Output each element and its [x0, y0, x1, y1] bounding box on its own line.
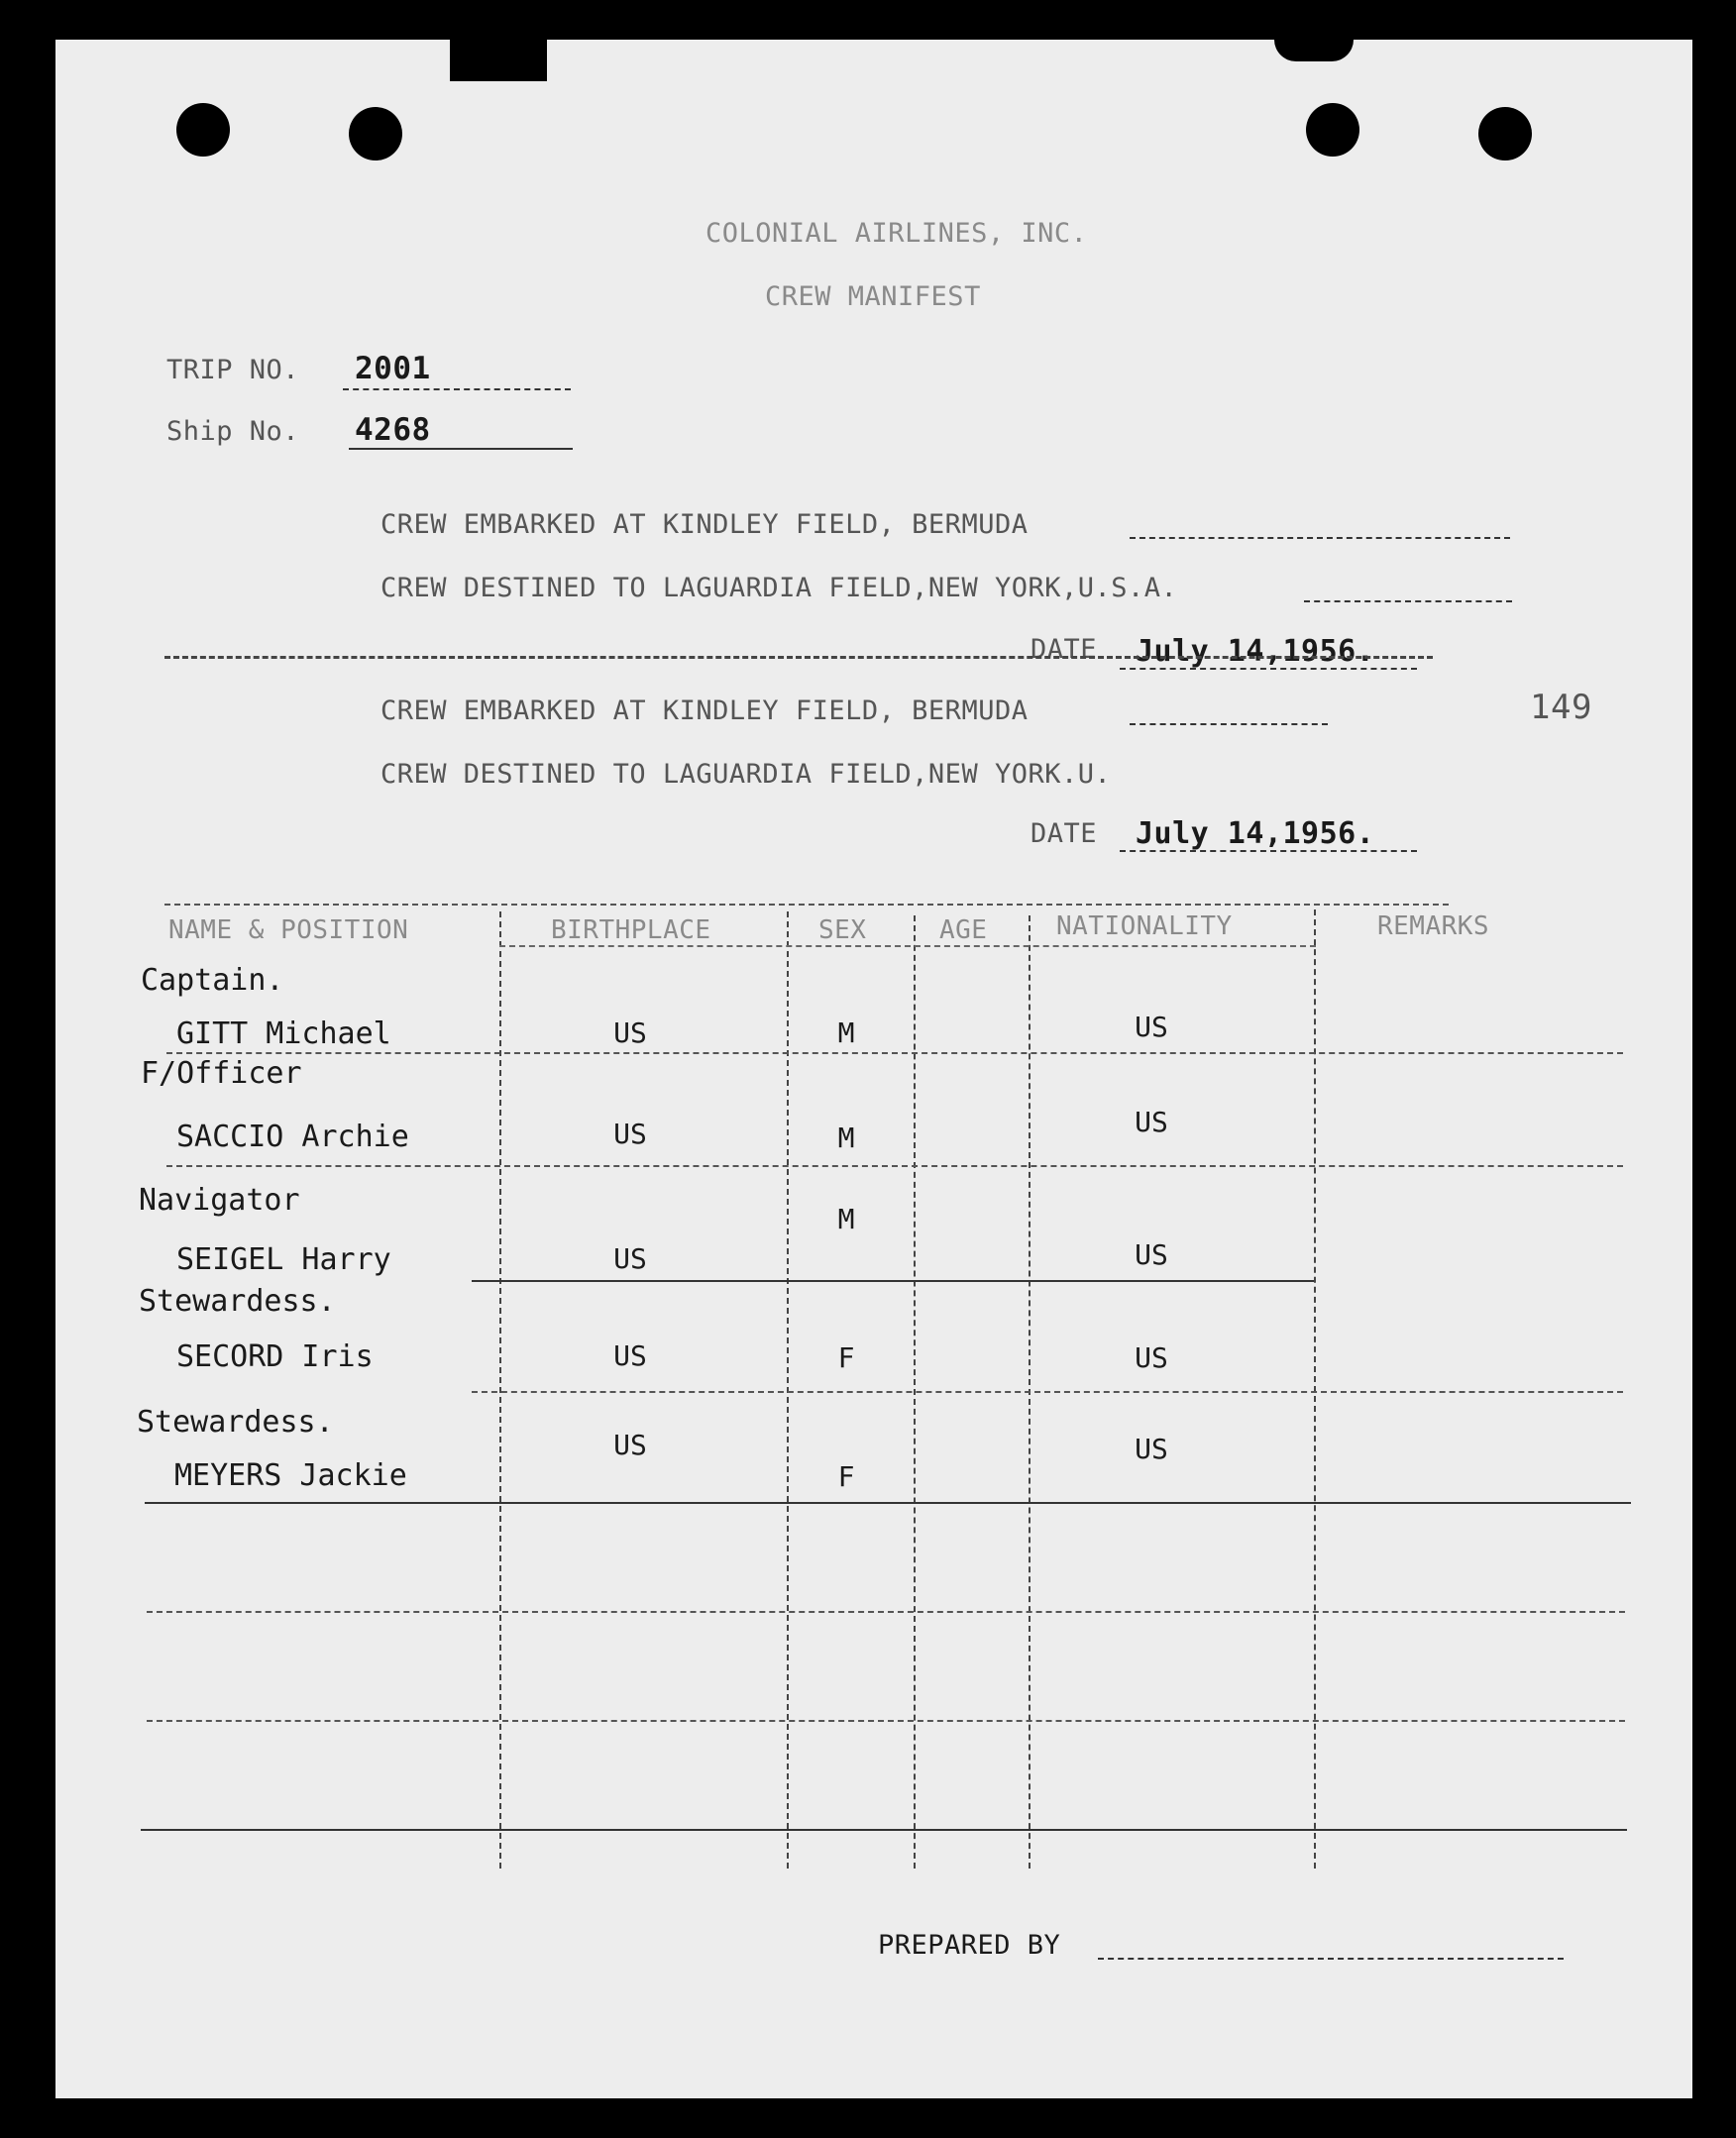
punch-hole — [1306, 103, 1359, 157]
embarked-underline-2 — [1130, 723, 1328, 725]
binder-tab-right — [1274, 40, 1354, 61]
punch-hole — [1478, 107, 1532, 160]
destined-line-2: CREW DESTINED TO LAGUARDIA FIELD,NEW YORK.U. — [380, 759, 1112, 790]
embarked-line-1: CREW EMBARKED AT KINDLEY FIELD, BERMUDA — [380, 509, 1029, 540]
date-label-2: DATE — [1031, 818, 1098, 849]
crew-birthplace: US — [613, 1339, 647, 1372]
embarked-underline-1 — [1130, 537, 1510, 539]
crew-birthplace: US — [613, 1242, 647, 1275]
date-value-1: July 14,1956. — [1136, 634, 1375, 669]
crew-birthplace: US — [613, 1118, 647, 1150]
col-header-name: NAME & POSITION — [168, 915, 409, 945]
table-bottom-rule — [141, 1829, 1627, 1831]
crew-nationality: US — [1135, 1341, 1168, 1374]
row-rule — [145, 1502, 1631, 1504]
crew-position: Navigator — [139, 1183, 300, 1218]
crew-position: Stewardess. — [139, 1284, 336, 1319]
col-rule — [499, 911, 501, 1869]
prepared-by-label: PREPARED BY — [878, 1930, 1061, 1961]
header-bottom-rule — [499, 945, 1316, 947]
crew-sex: M — [837, 1122, 855, 1154]
ship-underline — [349, 448, 573, 450]
crew-name: GITT Michael — [176, 1016, 391, 1051]
row-rule — [166, 1052, 1623, 1054]
date-label-1: DATE — [1031, 634, 1098, 665]
trip-number: 2001 — [355, 351, 431, 386]
crew-sex: F — [837, 1460, 855, 1493]
col-header-remarks: REMARKS — [1377, 911, 1490, 941]
crew-position: Captain. — [141, 963, 284, 998]
col-rule — [787, 911, 789, 1869]
date-underline-1 — [1120, 668, 1417, 670]
destined-underline-1 — [1304, 600, 1512, 602]
crew-position: Stewardess. — [137, 1405, 334, 1440]
trip-label: TRIP NO. — [166, 355, 300, 385]
row-rule — [166, 1165, 1623, 1167]
crew-sex: F — [837, 1341, 855, 1374]
col-header-birthplace: BIRTHPLACE — [551, 915, 711, 945]
prepared-by-signature-line — [1098, 1958, 1564, 1960]
document-title: CREW MANIFEST — [765, 281, 981, 312]
col-header-sex: SEX — [818, 915, 867, 945]
row-rule — [472, 1280, 1314, 1282]
embarked-line-2: CREW EMBARKED AT KINDLEY FIELD, BERMUDA — [380, 695, 1029, 726]
crew-name: SEIGEL Harry — [176, 1242, 391, 1277]
row-rule — [147, 1611, 1625, 1613]
crew-position: F/Officer — [141, 1056, 302, 1091]
company-name: COLONIAL AIRLINES, INC. — [705, 218, 1088, 249]
crew-nationality: US — [1135, 1011, 1168, 1043]
ship-label: Ship No. — [166, 416, 300, 447]
crew-sex: M — [837, 1203, 855, 1235]
crew-name: SACCIO Archie — [176, 1120, 409, 1154]
manifest-page — [55, 40, 1692, 2098]
crew-nationality: US — [1135, 1433, 1168, 1465]
table-top-rule — [164, 904, 1449, 906]
col-header-nationality: NATIONALITY — [1056, 911, 1233, 941]
date-underline-2 — [1120, 850, 1417, 852]
row-rule — [147, 1720, 1625, 1722]
col-header-age: AGE — [939, 915, 988, 945]
section-divider — [164, 656, 1433, 659]
ship-number: 4268 — [355, 412, 431, 448]
date-value-2: July 14,1956. — [1136, 816, 1375, 851]
destined-line-1: CREW DESTINED TO LAGUARDIA FIELD,NEW YORK,U.S.A. — [380, 573, 1178, 603]
crew-nationality: US — [1135, 1106, 1168, 1138]
row-rule — [472, 1391, 1623, 1393]
trip-underline — [343, 388, 571, 390]
crew-birthplace: US — [613, 1016, 647, 1049]
crew-name: SECORD Iris — [176, 1339, 374, 1374]
crew-birthplace: US — [613, 1429, 647, 1461]
punch-hole — [176, 103, 230, 157]
punch-hole — [349, 107, 402, 160]
crew-nationality: US — [1135, 1238, 1168, 1271]
crew-sex: M — [837, 1016, 855, 1049]
binder-tab — [450, 40, 547, 81]
page-number: 149 — [1530, 688, 1592, 727]
crew-name: MEYERS Jackie — [174, 1458, 407, 1493]
